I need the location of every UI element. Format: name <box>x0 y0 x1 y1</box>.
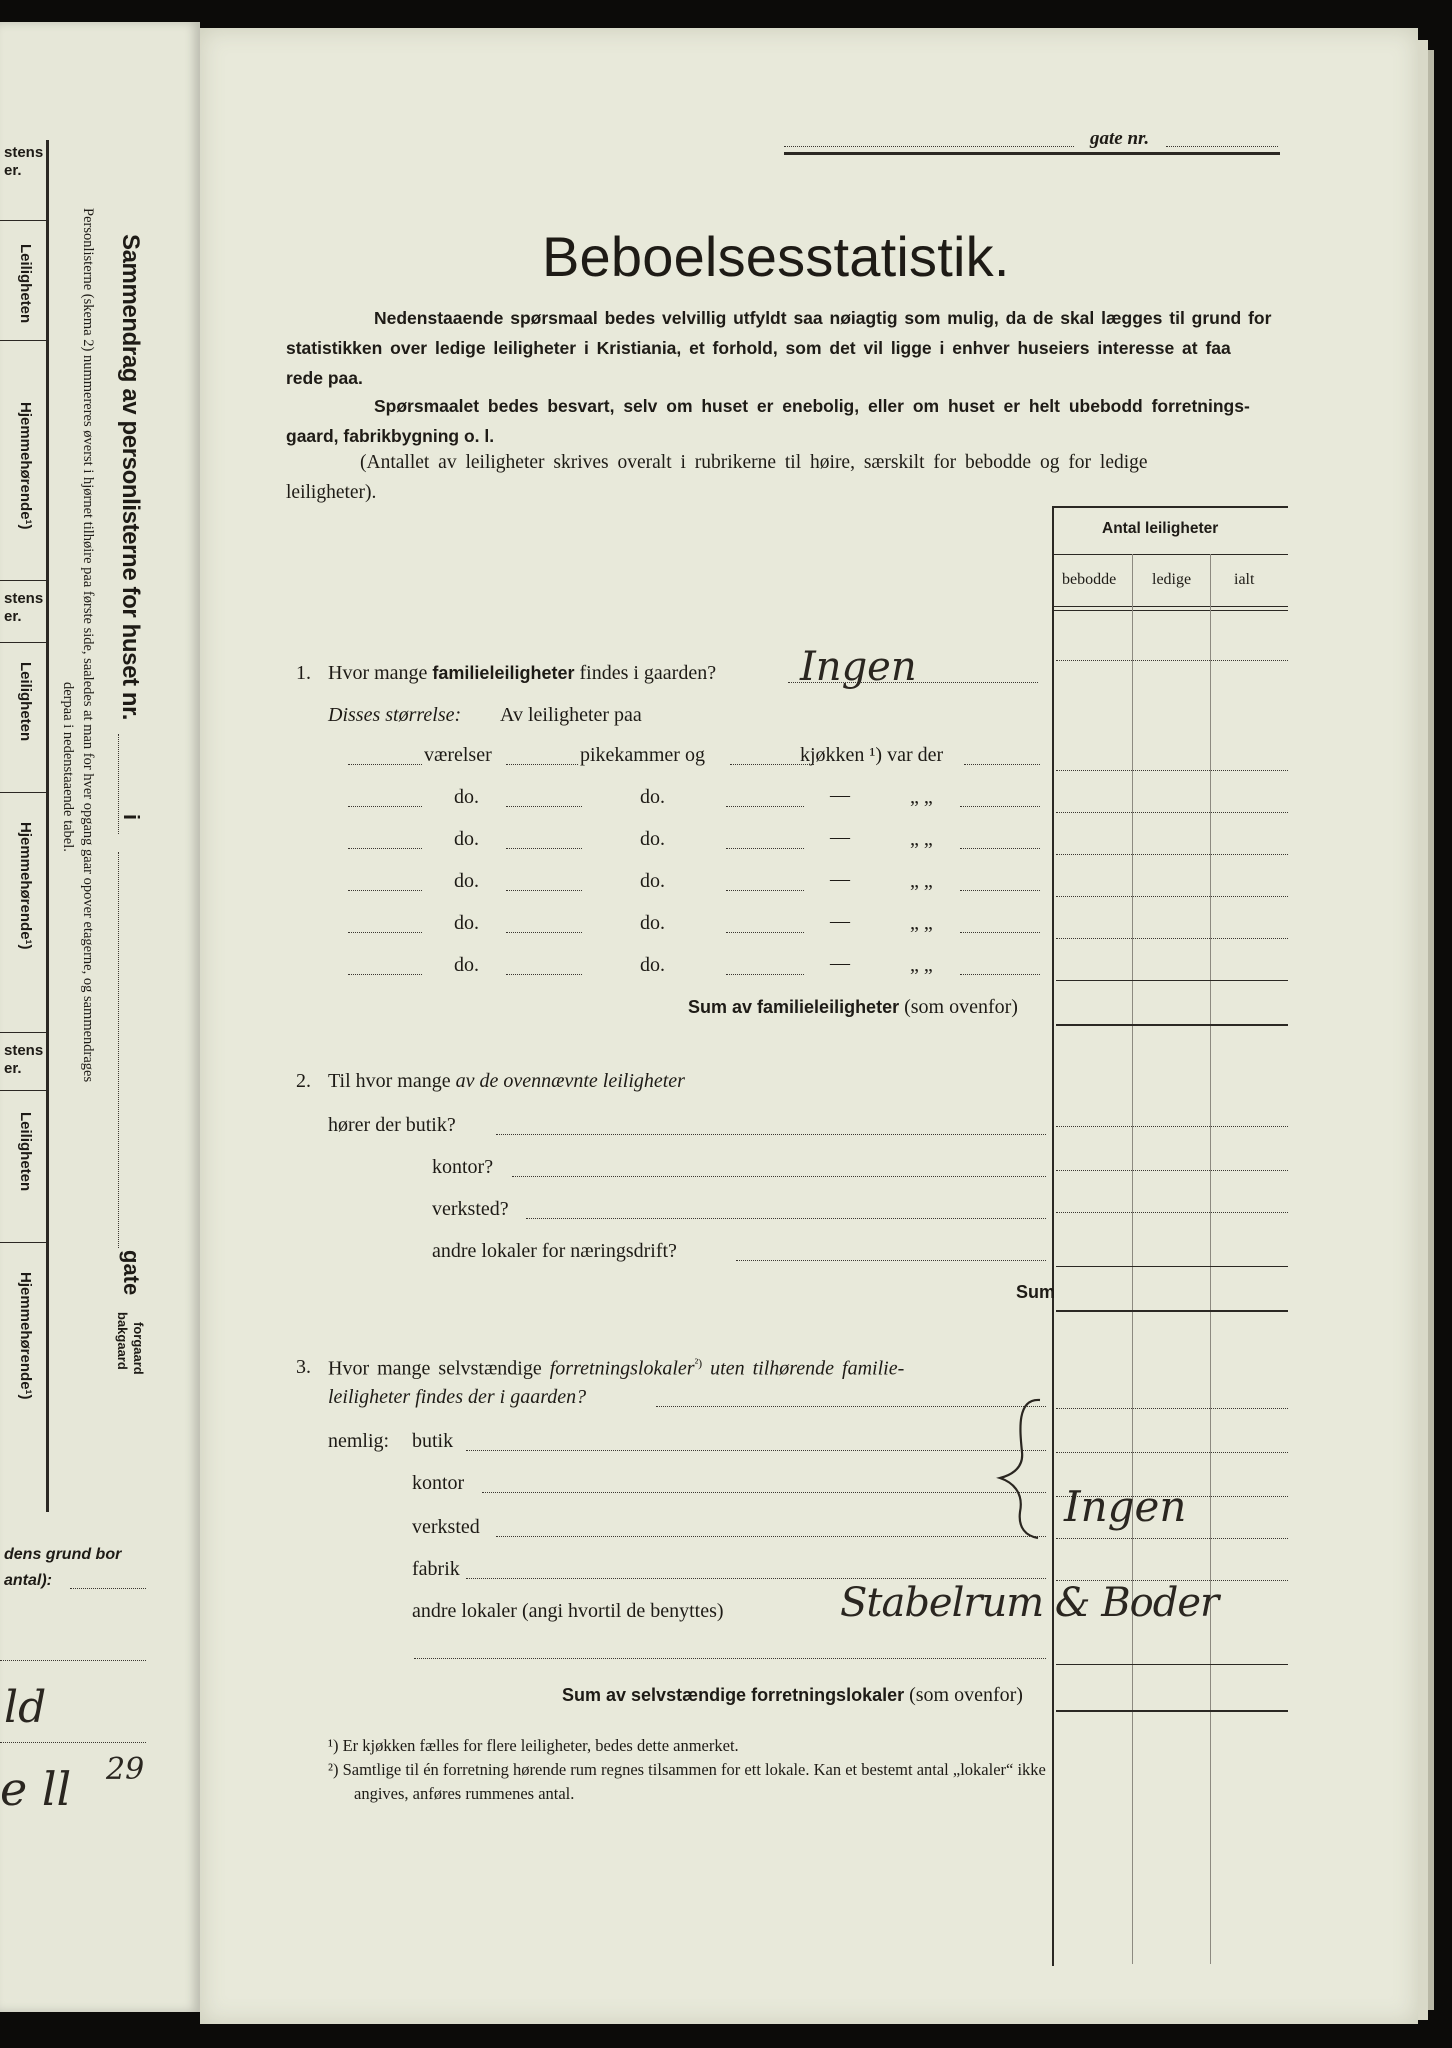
ditto: do. <box>454 912 479 934</box>
q2-item-butik: hører der butik? <box>328 1114 456 1136</box>
q3-question: Hvor mange selvstændige forretningslokaler$^{^2)}$ uten tilhørende familie- <box>328 1356 905 1380</box>
table-header-title: Antal leiligheter <box>1102 520 1219 537</box>
table-row <box>1056 896 1288 897</box>
sum-rule <box>1056 1664 1288 1665</box>
dash: — <box>830 952 850 974</box>
kitchen-field <box>726 974 804 975</box>
page-edge <box>1418 40 1428 2020</box>
q3-item-kontor: kontor <box>412 1472 465 1494</box>
table-header-rule <box>1054 606 1288 607</box>
column-header-ialt: ialt <box>1234 571 1255 588</box>
page-title: Beboelsesstatistik. <box>542 225 1010 288</box>
row-divider <box>0 642 46 643</box>
dot-leader <box>482 1492 1046 1493</box>
handwriting: ld <box>4 1682 47 1733</box>
ditto-marks: „ „ <box>910 786 933 808</box>
row-divider <box>0 1032 46 1033</box>
q1-sum: Sum av familieleiligheter (som ovenfor) <box>688 996 1018 1018</box>
table-row <box>1056 660 1288 661</box>
footnote-1: ¹) Er kjøkken fælles for flere leiligheter, bedes dette anmerket. <box>328 1736 739 1755</box>
dot-leader <box>736 1260 1046 1261</box>
q3-handwritten-ingen: Ingen <box>1064 1482 1187 1531</box>
row-divider <box>0 580 46 581</box>
dot-leader <box>960 890 1040 891</box>
column-header-ledige: ledige <box>1152 571 1192 588</box>
dot-leader <box>466 1578 1046 1579</box>
handwritten-brace <box>990 1392 1050 1542</box>
table-row <box>1056 1212 1288 1213</box>
street-field <box>784 146 1074 147</box>
q3-item-butik: butik <box>412 1430 454 1452</box>
q3-item-fabrik: fabrik <box>412 1558 460 1580</box>
maid-room-field <box>506 974 582 975</box>
q3-sum: Sum av selvstændige forretningslokaler (som ovenfor) <box>562 1684 1023 1706</box>
dot-leader <box>964 764 1040 765</box>
kitchen-label: kjøkken ¹) var der <box>800 744 944 766</box>
dot-leader <box>414 1658 1046 1659</box>
row-label: Leiligheten <box>17 1112 34 1192</box>
intro-text: (Antallet av leiligheter skrives overalt i rubrikerne til høire, særskilt for bebodde og for ledige <box>360 452 1148 473</box>
bottom-text: dens grund bor <box>4 1546 122 1563</box>
q2-item-verksted: verksted? <box>432 1198 509 1220</box>
dotted-field <box>118 852 120 1248</box>
dotted-field <box>0 1742 146 1743</box>
intro-text: rede paa. <box>286 368 363 388</box>
row-label: er. <box>4 608 22 625</box>
q1-handwritten-answer: Ingen <box>800 644 917 690</box>
intro-text: statistikken over ledige leiligheter i Kristiania, et forhold, som det vil ligge i enhver huseiers interesse at faa <box>286 338 1231 358</box>
column-divider <box>1132 554 1133 1964</box>
dotted-field <box>0 1660 146 1661</box>
ditto-marks: „ „ <box>910 912 933 934</box>
maid-room-label: pikekammer og <box>580 744 705 766</box>
instructions-line1: Personlisterne (skema 2) nummereres øverst i hjørnet tilhøire paa første side, saaledes at man for hver opgang gaar opover etagerne, og sammendrages <box>80 208 96 1083</box>
table-row <box>1056 854 1288 855</box>
q2-number: 2. <box>296 1070 311 1092</box>
row-label: stens <box>4 1042 44 1059</box>
row-divider <box>0 792 46 793</box>
table-row <box>1056 770 1288 771</box>
q3-nemlig: nemlig: <box>328 1430 390 1452</box>
dotted-field <box>70 1588 146 1589</box>
maid-room-field <box>506 764 578 765</box>
kitchen-field <box>726 848 804 849</box>
intro-text: Spørsmaalet bedes besvart, selv om huset er enebolig, eller om huset er helt ubebodd forretnings- <box>374 396 1250 416</box>
row-label: Hjemmehørende¹) <box>17 822 34 950</box>
facing-page <box>0 22 200 2012</box>
ditto-marks: „ „ <box>910 870 933 892</box>
row-divider <box>0 1090 46 1091</box>
ditto: do. <box>640 954 665 976</box>
q2-sum: Sum <box>1016 1282 1056 1302</box>
ditto: do. <box>640 828 665 850</box>
sum-rule <box>1056 1310 1288 1312</box>
form-page <box>200 28 1418 2024</box>
row-label: er. <box>4 1060 22 1077</box>
bottom-text: antal): <box>4 1572 52 1589</box>
rooms-field <box>348 848 422 849</box>
maid-room-field <box>506 806 582 807</box>
maid-room-field <box>506 890 582 891</box>
dot-leader <box>656 1406 1046 1407</box>
intro-text: gaard, fabrikbygning o. l. <box>286 426 495 446</box>
rooms-field <box>348 974 422 975</box>
q2-question: Til hvor mange av de ovennævnte leiligheter <box>328 1070 685 1092</box>
dot-leader <box>496 1536 1046 1537</box>
table-top-rule <box>1052 506 1288 508</box>
number-field <box>1166 146 1278 147</box>
table-row <box>1056 1408 1288 1409</box>
table-row <box>1056 938 1288 939</box>
dash: — <box>830 826 850 848</box>
ditto: do. <box>640 912 665 934</box>
row-label: Hjemmehørende¹) <box>17 402 34 530</box>
row-label: Leiligheten <box>17 662 34 742</box>
q1-question: Hvor mange familieleiligheter findes i gaarden? <box>328 662 717 684</box>
ditto: do. <box>454 828 479 850</box>
dot-leader <box>526 1218 1046 1219</box>
summary-title: Sammendrag av personlisterne for huset nr. <box>117 234 144 721</box>
ditto: do. <box>454 786 479 808</box>
rooms-field <box>348 764 422 765</box>
column-divider <box>1210 554 1211 1964</box>
row-divider <box>0 1242 46 1243</box>
table-left-rule <box>1052 506 1054 1966</box>
bakgaard-label: bakgaard <box>115 1312 130 1370</box>
page-edge <box>1428 50 1434 2010</box>
footnote-2: ²) Samtlige til én forretning hørende rum regnes tilsammen for ett lokale. Kan et bestemt antal „lokaler“ ikke <box>328 1760 1046 1779</box>
header-rule <box>784 152 1280 155</box>
dot-leader <box>960 932 1040 933</box>
sum-rule <box>1056 1024 1288 1026</box>
maid-room-field <box>506 932 582 933</box>
ditto: do. <box>454 870 479 892</box>
ditto-marks: „ „ <box>910 954 933 976</box>
table-row <box>1056 1170 1288 1171</box>
rooms-label: værelser <box>424 744 492 766</box>
table-border <box>46 140 49 1512</box>
ditto: do. <box>640 870 665 892</box>
kitchen-field <box>726 806 804 807</box>
ditto-marks: „ „ <box>910 828 933 850</box>
handwriting: e ll <box>0 1762 72 1816</box>
sum-rule <box>1056 1266 1288 1267</box>
instructions-line2: derpaa i nedenstaaende tabel. <box>60 682 76 852</box>
table-row <box>1056 812 1288 813</box>
summary-gate: gate <box>119 1250 144 1296</box>
ditto: do. <box>454 954 479 976</box>
row-label: stens <box>4 590 44 607</box>
q1-size-label: Disses størrelse: <box>328 704 462 726</box>
row-label: stens <box>4 144 44 161</box>
dot-leader <box>466 1450 1046 1451</box>
footnote-2-cont: angives, anføres rummenes antal. <box>354 1784 575 1803</box>
row-divider <box>0 340 46 341</box>
q1-number: 1. <box>296 662 311 684</box>
dash: — <box>830 784 850 806</box>
dot-leader <box>960 848 1040 849</box>
gate-nr-label: gate nr. <box>1090 128 1150 149</box>
maid-room-field <box>506 848 582 849</box>
forgaard-label: forgaard <box>131 1322 146 1375</box>
column-header-bebodde: bebodde <box>1062 571 1117 588</box>
sum-rule <box>1056 1710 1288 1712</box>
sum-rule <box>1056 980 1288 981</box>
ditto: do. <box>640 786 665 808</box>
rooms-field <box>348 806 422 807</box>
table-row <box>1056 1452 1288 1453</box>
q1-size-text: Av leiligheter paa <box>500 704 642 726</box>
dot-leader <box>960 806 1040 807</box>
row-label: Hjemmehørende¹) <box>17 1272 34 1400</box>
q2-item-andre: andre lokaler for næringsdrift? <box>432 1240 677 1262</box>
kitchen-field <box>726 890 804 891</box>
q3-number: 3. <box>296 1356 311 1378</box>
handwriting: 29 <box>106 1752 145 1787</box>
table-row <box>1056 1538 1288 1539</box>
q3-item-verksted: verksted <box>412 1516 480 1538</box>
q3-handwritten-use: Stabelrum & Boder <box>840 1580 1219 1626</box>
q3-item-andre: andre lokaler (angi hvortil de benyttes) <box>412 1600 724 1622</box>
q3-question-cont: leiligheter findes der i gaarden? <box>328 1386 587 1408</box>
intro-text: Nedenstaaende spørsmaal bedes velvillig utfyldt saa nøiagtig som mulig, da de skal lægges til grund for <box>374 308 1272 328</box>
row-label: Leiligheten <box>17 244 34 324</box>
table-header-rule <box>1054 610 1288 611</box>
kitchen-field <box>726 932 804 933</box>
dot-leader <box>512 1176 1046 1177</box>
row-label: er. <box>4 162 22 179</box>
row-divider <box>0 220 46 221</box>
intro-text: leiligheter). <box>286 482 377 503</box>
dash: — <box>830 868 850 890</box>
table-row <box>1056 1126 1288 1127</box>
table-header-rule <box>1054 554 1288 555</box>
rooms-field <box>348 932 422 933</box>
q2-item-kontor: kontor? <box>432 1156 494 1178</box>
dash: — <box>830 910 850 932</box>
dot-leader <box>960 974 1040 975</box>
summary-title-i: i <box>119 814 144 821</box>
rooms-field <box>348 890 422 891</box>
dot-leader <box>496 1134 1046 1135</box>
